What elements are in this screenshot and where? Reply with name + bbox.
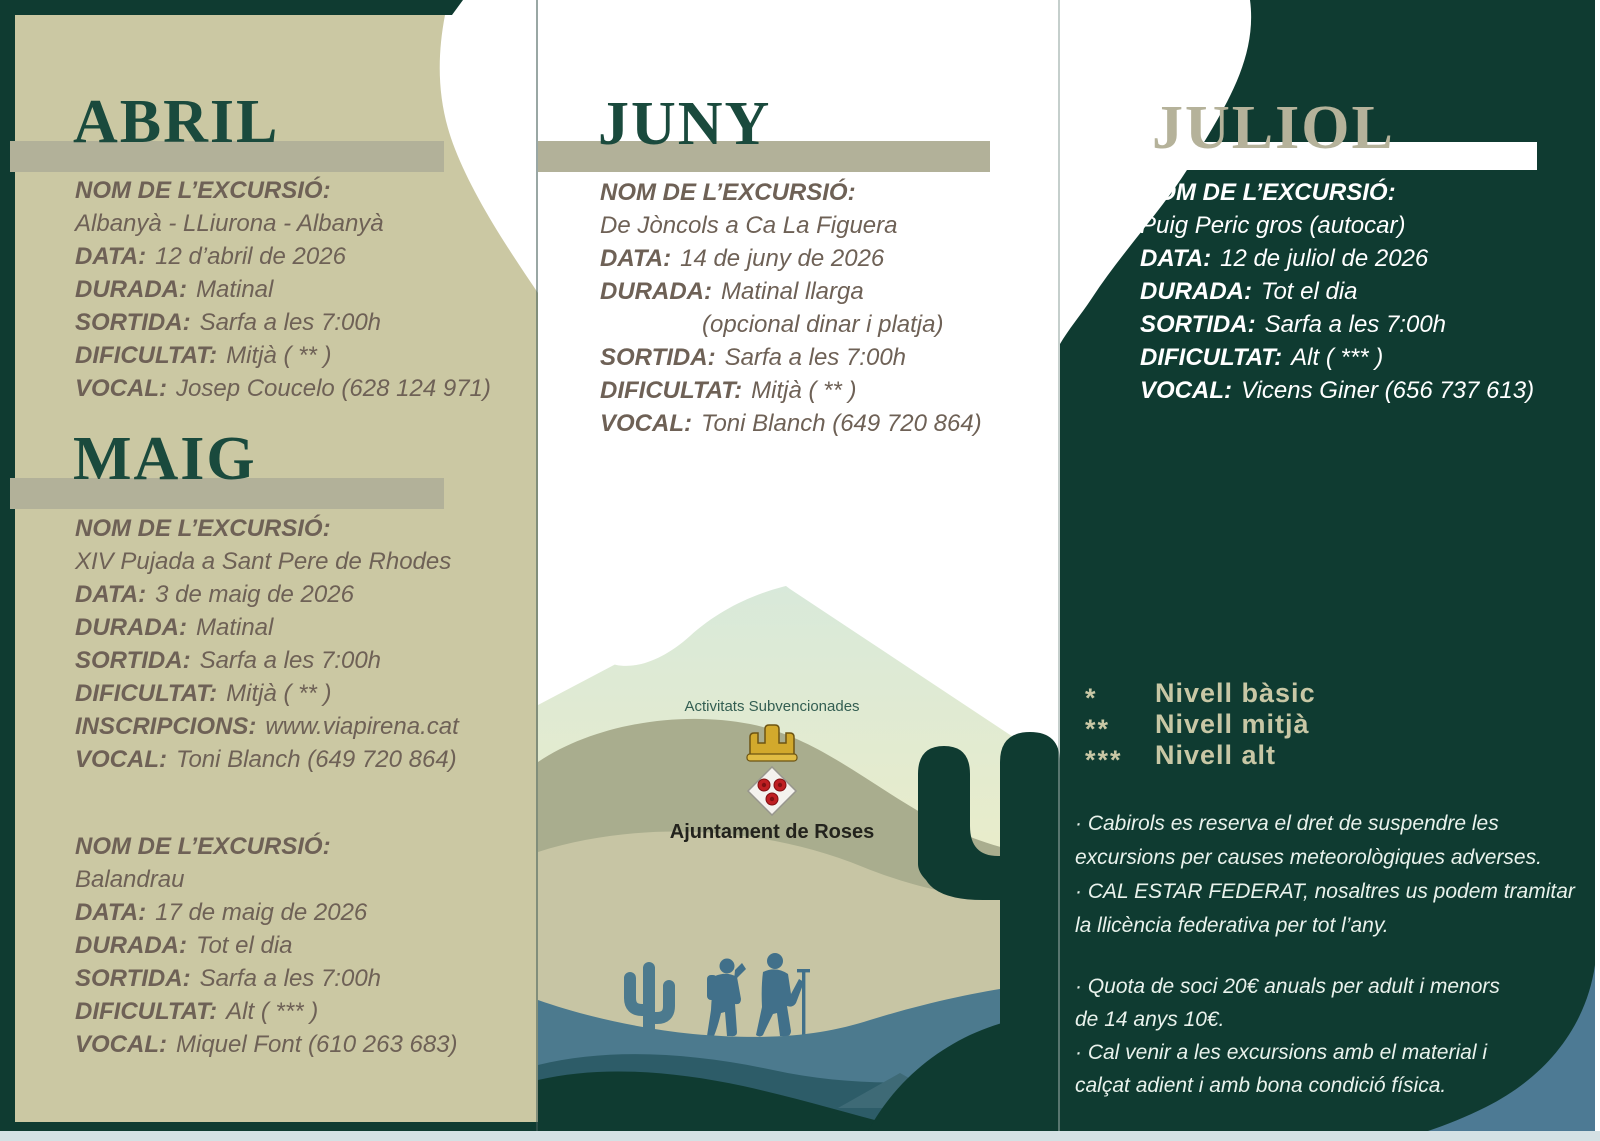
info-line [75, 372, 491, 405]
fold-divider-right [1058, 0, 1060, 1131]
field-value: Puig Peric gros (autocar) [1140, 212, 1406, 239]
field-value: Sarfa a les 7:00h [199, 965, 382, 992]
info-line [75, 962, 458, 995]
field-value: Balandrau [75, 866, 185, 893]
stars-basic: * [1085, 683, 1098, 713]
field-value: 14 de juny de 2026 [680, 245, 885, 272]
info-line [600, 374, 982, 407]
field-label: INSCRIPCIONS: [75, 713, 257, 740]
field-label: DIFICULTAT: [75, 998, 218, 1025]
info-line [75, 830, 458, 863]
info-line [1140, 341, 1534, 374]
info-line [75, 710, 459, 743]
field-label: DURADA: [1140, 278, 1252, 305]
info-line [1140, 209, 1534, 242]
page-edge-bottom [0, 1131, 1600, 1141]
field-label: DURADA: [75, 614, 187, 641]
field-value: Matinal [195, 276, 274, 303]
juny-excursion-block [600, 176, 982, 440]
info-line [600, 242, 982, 275]
field-value: 12 de juliol de 2026 [1220, 245, 1429, 272]
note-line: · Cabirols es reserva el dret de suspendre les [1075, 812, 1499, 835]
field-label: DIFICULTAT: [1140, 344, 1283, 371]
legend-row [1085, 740, 1316, 775]
info-line [600, 176, 982, 209]
info-line [1140, 308, 1534, 341]
field-value: Sarfa a les 7:00h [724, 344, 907, 371]
field-value: XIV Pujada a Sant Pere de Rhodes [75, 548, 452, 575]
field-value: Miquel Font (610 263 683) [176, 1031, 458, 1058]
info-line [75, 512, 459, 545]
note-line: la llicència federativa per tot l’any. [1075, 914, 1389, 937]
info-line [75, 240, 491, 273]
info-line [1140, 176, 1534, 209]
field-value: Alt ( *** ) [226, 998, 319, 1025]
maig-heading: MAIG [73, 425, 257, 493]
field-label: SORTIDA: [1140, 311, 1256, 338]
field-label: NOM DE L’EXCURSIÓ: [75, 177, 331, 204]
info-line [600, 308, 982, 341]
field-label: DATA: [600, 245, 672, 272]
field-value: Mitjà ( ** ) [226, 342, 332, 369]
field-value: De Jòncols a Ca La Figuera [600, 212, 898, 239]
maig-excursion-block-2 [75, 830, 458, 1061]
field-value: Sarfa a les 7:00h [1264, 311, 1447, 338]
abril-excursion-block [75, 174, 491, 405]
info-line [75, 306, 491, 339]
legend-row [1085, 709, 1316, 744]
info-line [75, 273, 491, 306]
field-value: Sarfa a les 7:00h [199, 309, 382, 336]
field-label: DATA: [75, 581, 147, 608]
notes-block-1 [1075, 812, 1575, 948]
field-label: DIFICULTAT: [600, 377, 743, 404]
field-label: VOCAL: [1140, 377, 1232, 404]
info-line [75, 995, 458, 1028]
field-value: Toni Blanch (649 720 864) [176, 746, 457, 773]
info-line [75, 545, 459, 578]
note-line: · Quota de soci 20€ anuals per adult i menors [1075, 975, 1500, 998]
ajuntament-de-roses-label: Ajuntament de Roses [669, 821, 875, 843]
roses-coat-of-arms-icon [728, 721, 816, 817]
field-label: DATA: [75, 243, 147, 270]
field-label: VOCAL: [75, 1031, 167, 1058]
field-value: Matinal llarga [720, 278, 864, 305]
field-value: Sarfa a les 7:00h [199, 647, 382, 674]
info-line [75, 339, 491, 372]
field-label: NOM DE L’EXCURSIÓ: [75, 515, 331, 542]
field-label: NOM DE L’EXCURSIÓ: [75, 833, 331, 860]
field-label: DIFICULTAT: [75, 342, 218, 369]
info-line [600, 341, 982, 374]
field-value: Tot el dia [195, 932, 293, 959]
field-label: SORTIDA: [75, 647, 191, 674]
field-label: VOCAL: [75, 375, 167, 402]
field-label: DATA: [1140, 245, 1212, 272]
field-label: SORTIDA: [75, 965, 191, 992]
info-line [600, 407, 982, 440]
subsidized-activities-label: Activitats Subvencionades [684, 698, 860, 715]
field-value: Josep Coucelo (628 124 971) [176, 375, 491, 402]
juliol-excursion-block [1140, 176, 1534, 407]
field-value: Mitjà ( ** ) [751, 377, 857, 404]
info-line [600, 275, 982, 308]
field-value: www.viapirena.cat [265, 713, 459, 740]
legend-label: Nivell alt [1155, 740, 1277, 770]
note-line: · Cal venir a les excursions amb el material i [1075, 1041, 1487, 1064]
info-line [1140, 275, 1534, 308]
info-line [75, 1028, 458, 1061]
note-line: de 14 anys 10€. [1075, 1008, 1225, 1031]
field-label: NOM DE L’EXCURSIÓ: [1140, 179, 1396, 206]
legend-label: Nivell mitjà [1155, 709, 1310, 739]
field-value: Tot el dia [1260, 278, 1358, 305]
note-line: excursions per causes meteorològiques adverses. [1075, 846, 1542, 869]
info-line [75, 677, 459, 710]
info-line [75, 578, 459, 611]
maig-excursion-block-1 [75, 512, 459, 776]
info-line [75, 863, 458, 896]
field-value: Alt ( *** ) [1291, 344, 1384, 371]
stars-alt: *** [1085, 745, 1123, 775]
field-label: VOCAL: [600, 410, 692, 437]
notes-block-2 [1075, 975, 1500, 1107]
field-label: DIFICULTAT: [75, 680, 218, 707]
info-line [75, 207, 491, 240]
field-label: DURADA: [600, 278, 712, 305]
field-label: SORTIDA: [75, 309, 191, 336]
note-line: · CAL ESTAR FEDERAT, nosaltres us podem tramitar [1075, 880, 1575, 903]
field-label: DATA: [75, 899, 147, 926]
juliol-heading: JULIOL [1152, 94, 1395, 162]
field-value: (opcional dinar i platja) [702, 311, 944, 338]
info-line [1140, 374, 1534, 407]
field-value: Matinal [195, 614, 274, 641]
field-label: NOM DE L’EXCURSIÓ: [600, 179, 856, 206]
info-line [1140, 242, 1534, 275]
fold-divider-left [536, 0, 538, 1131]
field-value: Vicens Giner (656 737 613) [1241, 377, 1535, 404]
field-value: 12 d’abril de 2026 [155, 243, 346, 270]
field-value: 3 de maig de 2026 [155, 581, 354, 608]
field-label: DURADA: [75, 932, 187, 959]
legend-row [1085, 678, 1316, 713]
field-value: Mitjà ( ** ) [226, 680, 332, 707]
info-line [75, 929, 458, 962]
sponsor-logo-block [652, 698, 892, 844]
info-line [75, 644, 459, 677]
field-label: SORTIDA: [600, 344, 716, 371]
field-label: DURADA: [75, 276, 187, 303]
abril-heading: ABRIL [73, 88, 280, 156]
info-line [75, 743, 459, 776]
difficulty-legend [1085, 678, 1316, 775]
page-edge-right [1595, 0, 1600, 1141]
info-line [75, 174, 491, 207]
field-value: Albanyà - LLiurona - Albanyà [75, 210, 384, 237]
field-label: VOCAL: [75, 746, 167, 773]
stars-mitja: ** [1085, 714, 1111, 744]
legend-label: Nivell bàsic [1155, 678, 1316, 708]
info-line [600, 209, 982, 242]
field-value: 17 de maig de 2026 [155, 899, 368, 926]
field-value: Toni Blanch (649 720 864) [701, 410, 982, 437]
info-line [75, 611, 459, 644]
note-line: calçat adient i amb bona condició física. [1075, 1074, 1447, 1097]
juny-heading: JUNY [598, 90, 772, 158]
info-line [75, 896, 458, 929]
